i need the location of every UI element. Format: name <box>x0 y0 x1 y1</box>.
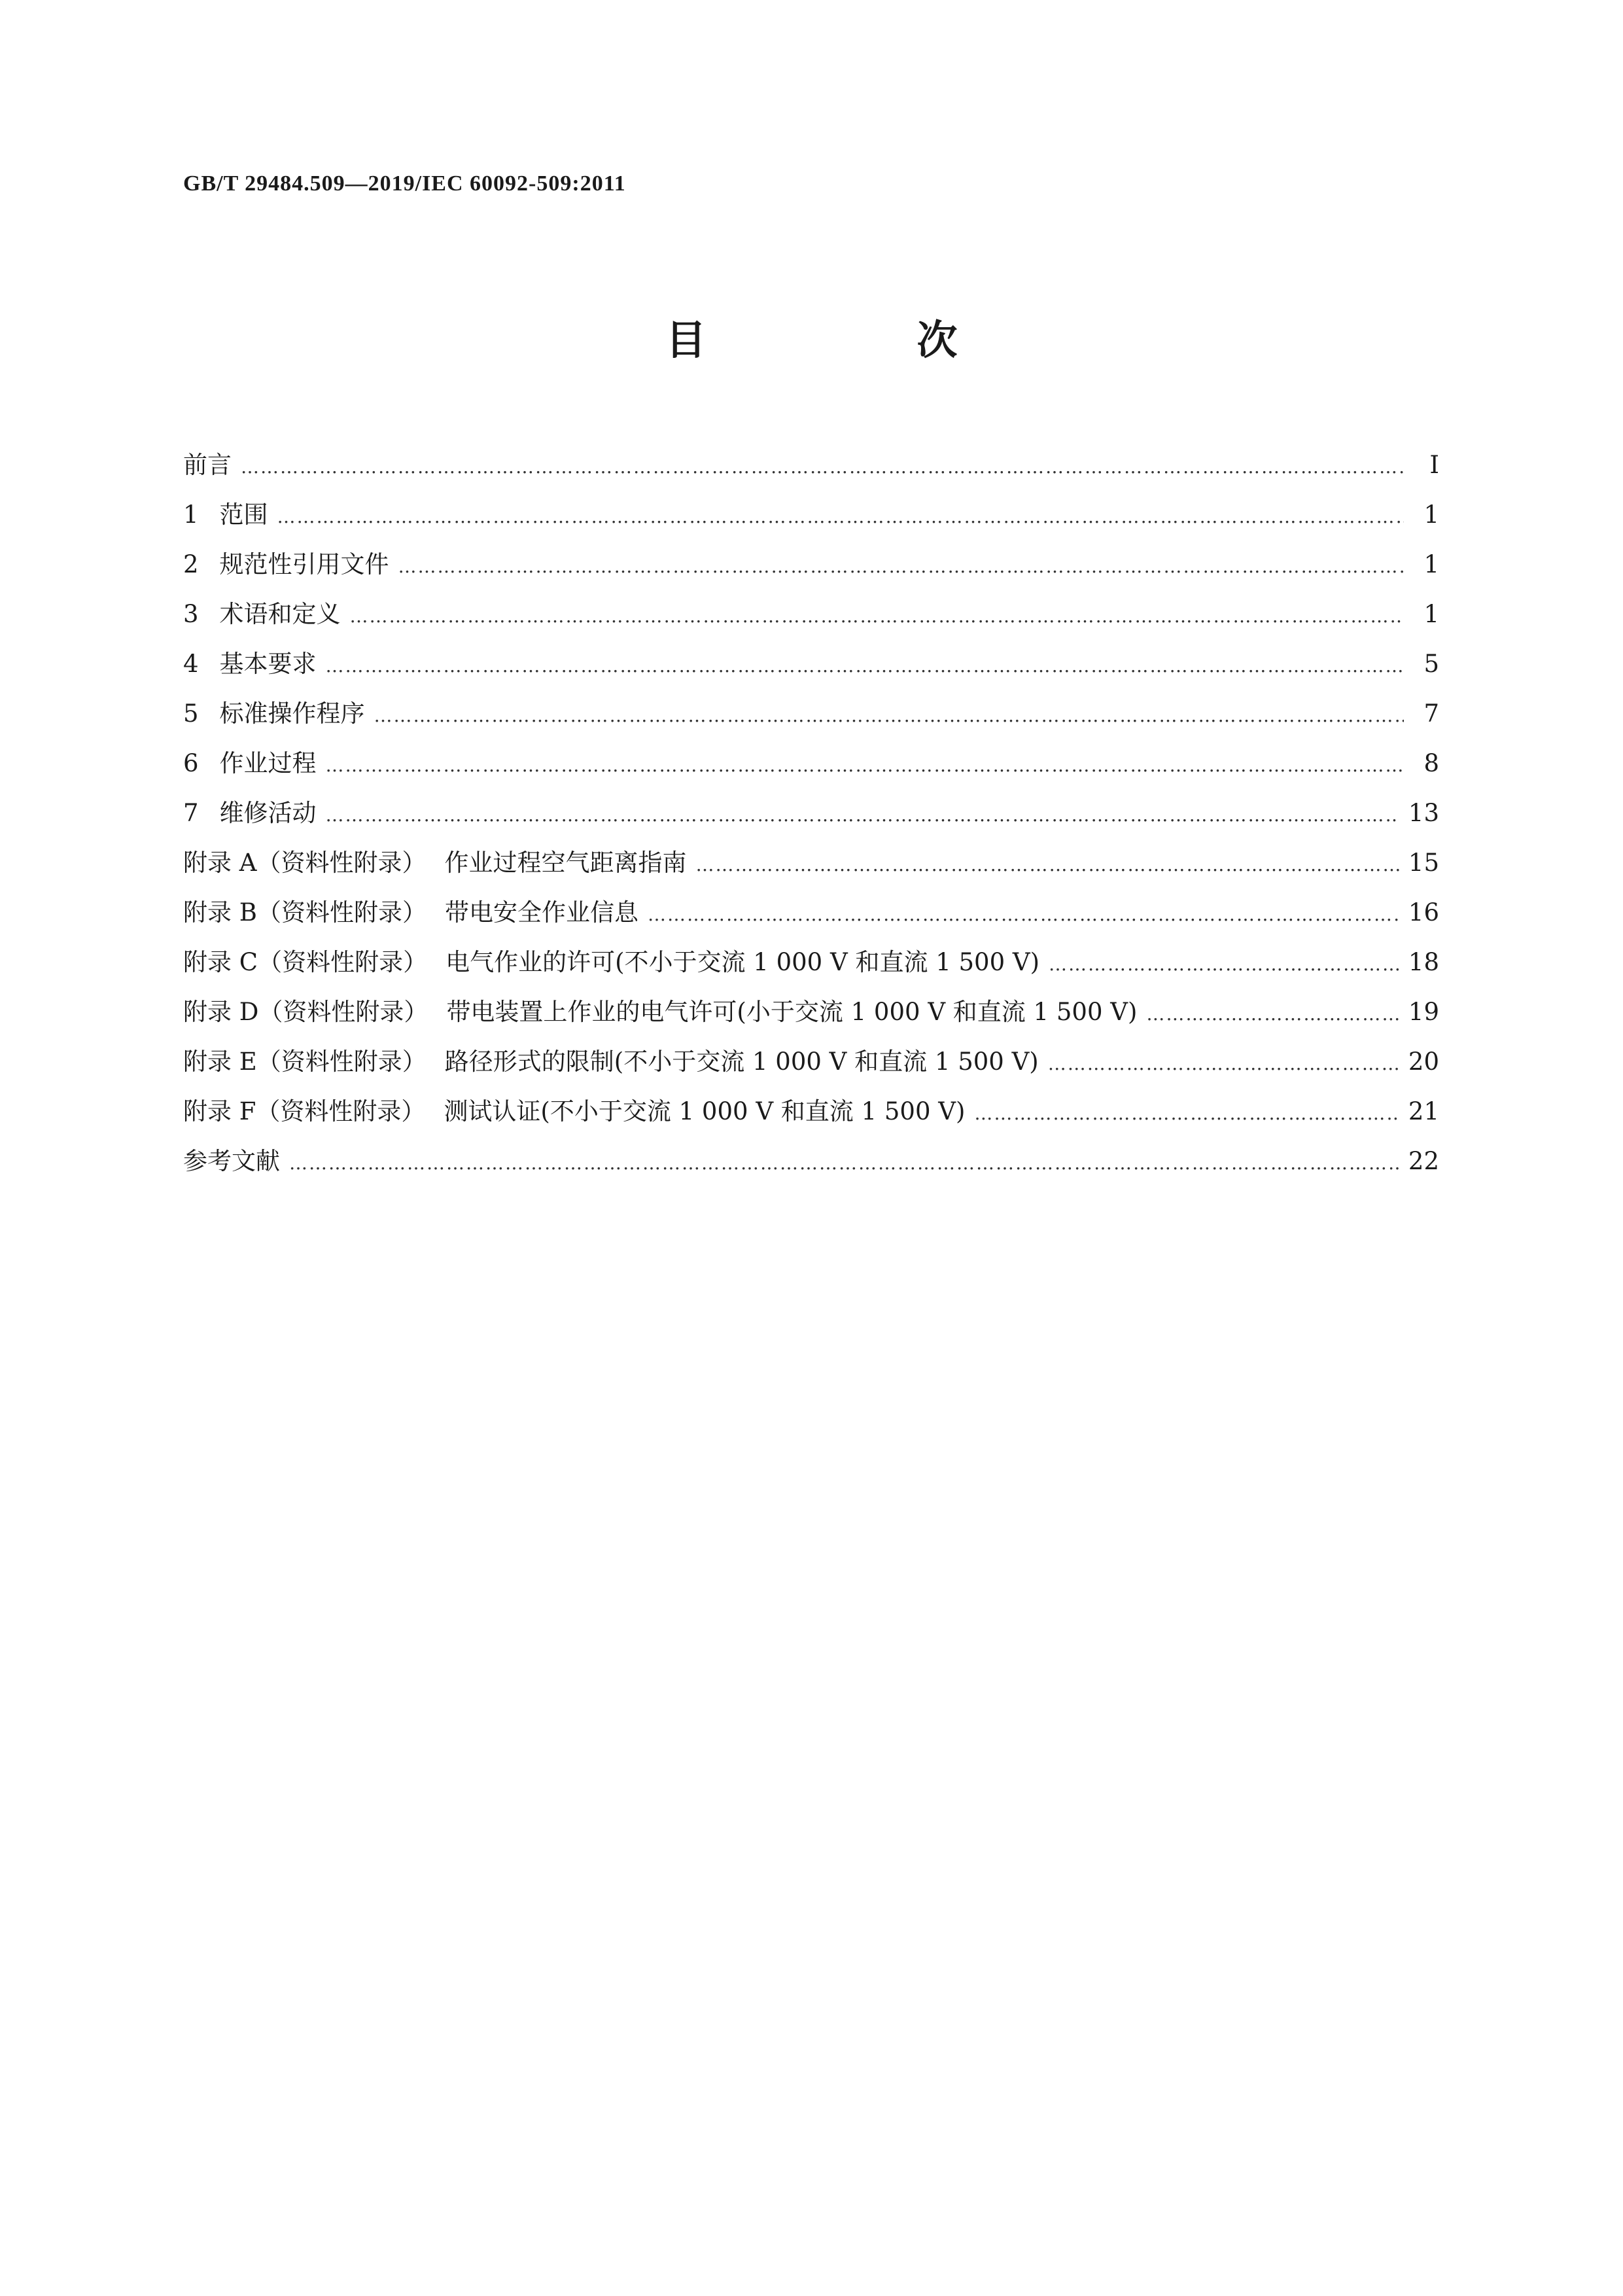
toc-entry-label: 附录 C（资料性附录） 电气作业的许可(不小于交流 1 000 V 和直流 1 500 V) <box>183 948 1040 976</box>
toc-annex-tag: 附录 E（资料性附录） <box>183 1048 427 1076</box>
toc-leader-dots <box>289 1152 1399 1174</box>
toc-section-number: 6 <box>183 749 199 777</box>
toc-entry-annex-a[interactable] <box>183 843 1439 892</box>
toc-entry-annex-c[interactable] <box>183 942 1439 992</box>
toc-page-number: 20 <box>1408 1048 1439 1076</box>
toc-entry-label: 3 术语和定义 <box>183 600 341 628</box>
toc-leader-dots <box>974 1103 1399 1124</box>
toc-leader-dots <box>398 556 1404 577</box>
document-header <box>183 171 626 196</box>
toc-page-number: 21 <box>1408 1097 1439 1125</box>
toc-leader-dots <box>374 705 1404 726</box>
toc-entry-label: 附录 D（资料性附录） 带电装置上作业的电气许可(小于交流 1 000 V 和直流 1 500 V) <box>183 998 1138 1026</box>
toc-entry-label: 7 维修活动 <box>183 799 317 827</box>
toc-section-number: 2 <box>183 550 199 578</box>
toc-section-number: 3 <box>183 600 199 628</box>
toc-entry-7[interactable] <box>183 793 1439 843</box>
toc-annex-tag: 附录 F（资料性附录） <box>183 1097 426 1125</box>
toc-leader-dots <box>350 605 1404 627</box>
toc-page-number: 5 <box>1423 650 1439 678</box>
toc-entry-1[interactable] <box>183 495 1439 544</box>
toc-entry-5[interactable] <box>183 694 1439 743</box>
toc-entry-2[interactable] <box>183 544 1439 594</box>
toc-leader-dots <box>1049 953 1399 975</box>
toc-entry-label: 6 作业过程 <box>183 749 317 777</box>
toc-leader-dots <box>1146 1003 1399 1025</box>
toc-entry-bibliography[interactable] <box>183 1141 1439 1191</box>
toc-entry-label: 5 标准操作程序 <box>183 699 365 728</box>
toc-entry-label: 前言 <box>183 451 232 479</box>
toc-page-number: 13 <box>1408 799 1439 827</box>
toc-leader-dots <box>695 854 1399 875</box>
toc-annex-tag: 附录 B（资料性附录） <box>183 898 427 927</box>
toc-title: 目 次 <box>665 316 1043 364</box>
toc-leader-dots <box>1048 1053 1399 1074</box>
toc-entry-3[interactable] <box>183 594 1439 644</box>
toc-entry-label: 附录 B（资料性附录） 带电安全作业信息 <box>183 898 638 927</box>
toc-annex-tag: 附录 D（资料性附录） <box>183 998 428 1026</box>
toc-section-number: 4 <box>183 650 199 678</box>
toc-leader-dots <box>277 506 1404 527</box>
toc-page-number: Ⅰ <box>1429 451 1439 479</box>
toc-page-number: 8 <box>1423 749 1439 777</box>
toc-annex-tag: 附录 C（资料性附录） <box>183 948 428 976</box>
toc-page-number: 1 <box>1423 501 1439 529</box>
toc-annex-tag: 附录 A（资料性附录） <box>183 849 427 877</box>
toc-entry-foreword[interactable] <box>183 445 1439 495</box>
toc-page-number: 19 <box>1408 998 1439 1026</box>
toc-section-number: 7 <box>183 799 199 827</box>
table-of-contents <box>183 445 1439 1191</box>
toc-entry-label: 4 基本要求 <box>183 650 317 678</box>
toc-entry-label: 附录 A（资料性附录） 作业过程空气距离指南 <box>183 849 687 877</box>
toc-section-number: 5 <box>183 699 199 728</box>
toc-entry-4[interactable] <box>183 644 1439 694</box>
toc-entry-label: 2 规范性引用文件 <box>183 550 389 578</box>
toc-leader-dots <box>326 754 1404 776</box>
toc-leader-dots <box>326 655 1404 677</box>
toc-entry-annex-e[interactable] <box>183 1042 1439 1091</box>
toc-section-number: 1 <box>183 501 199 529</box>
toc-leader-dots <box>648 904 1399 925</box>
toc-entry-annex-d[interactable] <box>183 992 1439 1042</box>
toc-leader-dots <box>241 456 1404 478</box>
toc-leader-dots <box>326 804 1399 826</box>
toc-page-number: 1 <box>1423 550 1439 578</box>
toc-entry-annex-f[interactable] <box>183 1091 1439 1141</box>
toc-entry-label: 参考文献 <box>183 1147 280 1175</box>
toc-page-number: 22 <box>1408 1147 1439 1175</box>
toc-page-number: 1 <box>1423 600 1439 628</box>
toc-entry-label: 附录 F（资料性附录） 测试认证(不小于交流 1 000 V 和直流 1 500 V) <box>183 1097 966 1125</box>
toc-entry-annex-b[interactable] <box>183 892 1439 942</box>
standard-code: GB/T 29484.509—2019/IEC 60092-509:2011 <box>183 171 626 196</box>
toc-page-number: 7 <box>1423 699 1439 728</box>
toc-entry-label: 附录 E（资料性附录） 路径形式的限制(不小于交流 1 000 V 和直流 1 500 V) <box>183 1048 1039 1076</box>
toc-page-number: 16 <box>1408 898 1439 927</box>
toc-entry-6[interactable] <box>183 743 1439 793</box>
toc-entry-label: 1 范围 <box>183 501 268 529</box>
toc-page-number: 15 <box>1408 849 1439 877</box>
toc-page-number: 18 <box>1408 948 1439 976</box>
